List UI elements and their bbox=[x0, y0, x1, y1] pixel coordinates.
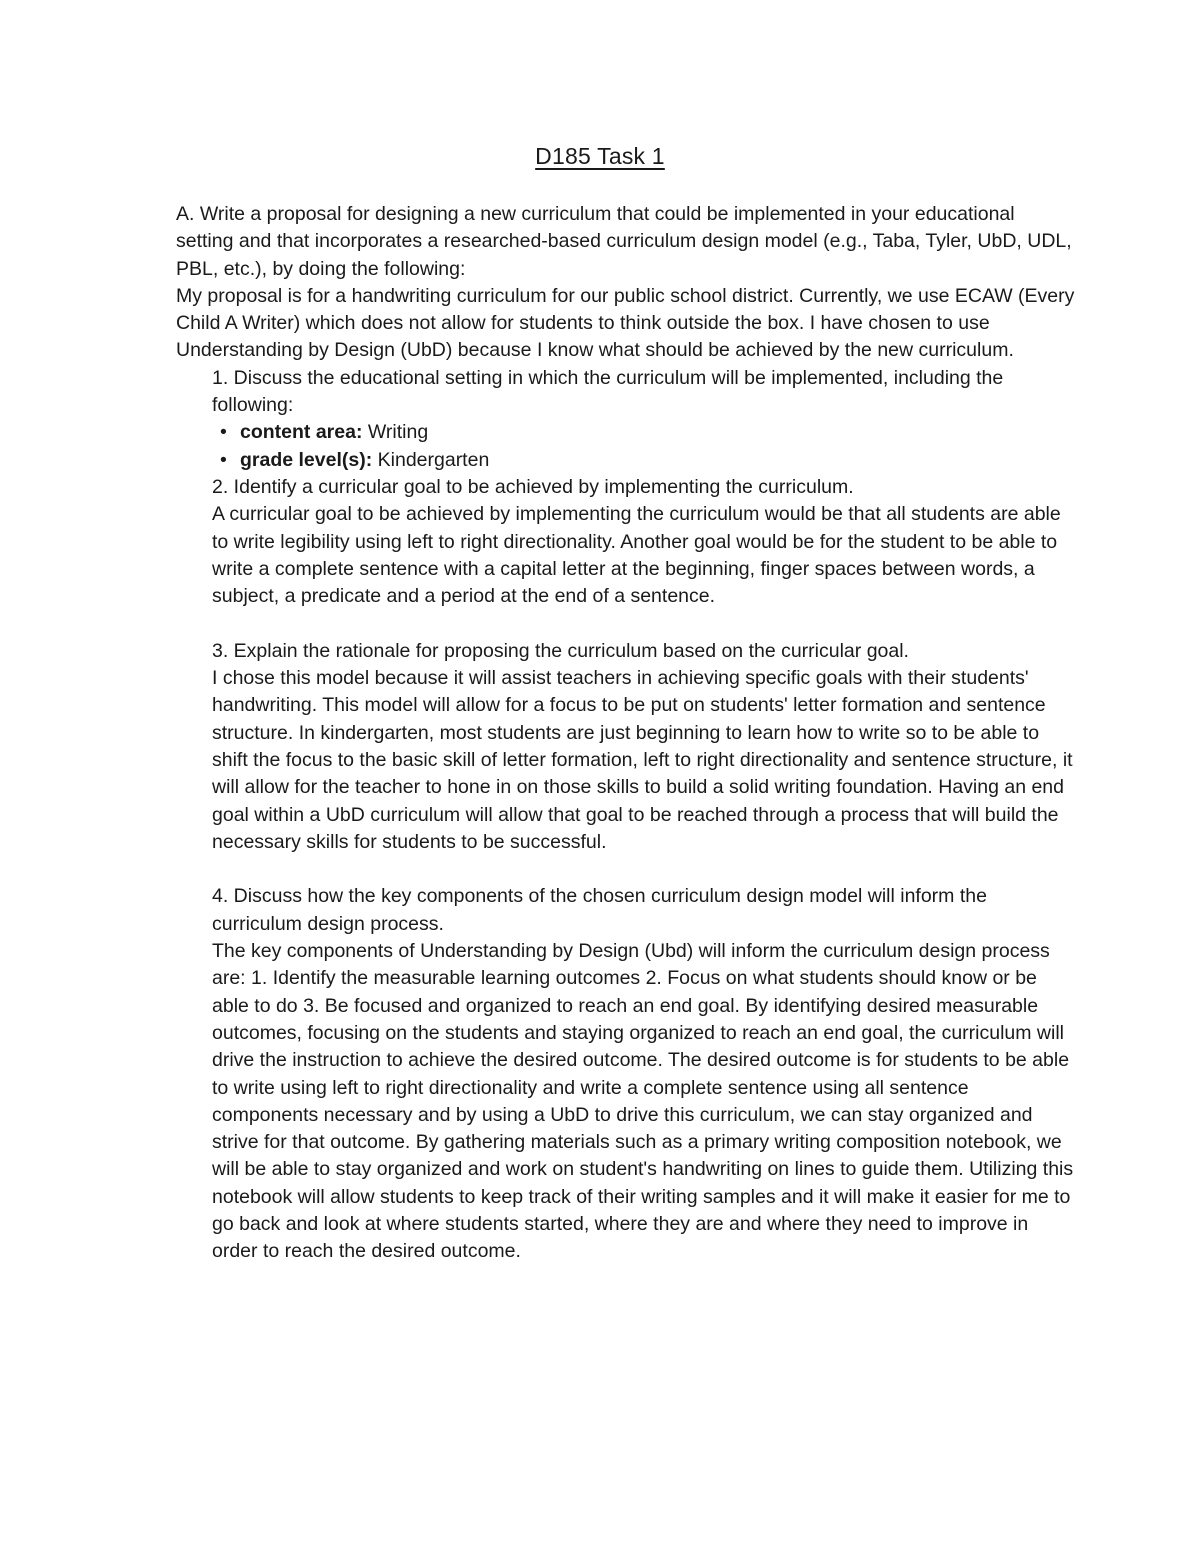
item-4-prompt: 4. Discuss how the key components of the chosen curriculum design model will inform the curriculum design process. bbox=[212, 885, 987, 935]
paragraph-gap bbox=[176, 856, 1076, 883]
bullet-label: grade level(s): bbox=[240, 448, 373, 471]
section-a-prompt: A. Write a proposal for designing a new curriculum that could be implemented in your educational setting and that incorporates a researched-based curriculum design model (e.g., Taba, Tyler, UbD, UDL, PBL, etc.), by doing the following: bbox=[176, 203, 1072, 280]
item-2-prompt: 2. Identify a curricular goal to be achieved by implementing the curriculum. bbox=[212, 475, 854, 498]
bullet-value: Writing bbox=[362, 421, 429, 444]
item-1-bullet-list bbox=[176, 419, 1076, 474]
bullet-value: Kindergarten bbox=[372, 448, 490, 471]
item-2-answer: A curricular goal to be achieved by implementing the curriculum would be that all students are able to write legibility using left to right directionality. Another goal would be for the student to be able to write a complete sentence with a capital letter at the beginning, finger spaces between words, a subject, a predicate and a period at the end of a sentence. bbox=[212, 503, 1061, 608]
document-body bbox=[176, 201, 1076, 1266]
bullet-icon: • bbox=[220, 421, 227, 444]
item-1-prompt: 1. Discuss the educational setting in which the curriculum will be implemented, including the following: bbox=[212, 366, 1004, 417]
item-3-prompt: 3. Explain the rationale for proposing the curriculum based on the curricular goal. bbox=[212, 639, 909, 662]
item-4-answer: The key components of Understanding by Design (Ubd) will inform the curriculum design process are: 1. Identify the measurable learning outcomes 2. Focus on what students should know or be able to do 3. Be focused and organized to reach an end goal. By identifying desired measurable outcomes, focusing on the students and staying organized to reach an end goal, the curriculum will drive the instruction to achieve the desired outcome. The desired outcome is for students to be able to write using left to right directionality and write a complete sentence using all sentence components necessary and by using a UbD to drive this curriculum, we can stay organized and strive for that outcome. By gathering materials such as a primary writing composition notebook, we will be able to stay organized and work on student's handwriting on lines to guide them. Utilizing this notebook will allow students to keep track of their writing samples and it will make it easier for me to go back and look at where students started, where they are and where they need to improve in order to reach the desired outcome. bbox=[212, 940, 1074, 1263]
bullet-content-area bbox=[220, 419, 1076, 446]
paragraph-gap bbox=[176, 610, 1076, 637]
bullet-icon: • bbox=[220, 448, 227, 471]
page-title: D185 Task 1 bbox=[535, 143, 665, 169]
section-a-answer: My proposal is for a handwriting curriculum for our public school district. Currently, we use ECAW (Every Child A Writer) which does not allow for students to think outside the box. I have chosen to use Understanding by Design (UbD) because I know what should be achieved by the new curriculum. bbox=[176, 284, 1075, 362]
item-3-answer: I chose this model because it will assist teachers in achieving specific goals with their students' handwriting. This model will allow for a focus to be put on students' letter formation and sentence structure. In kindergarten, most students are just beginning to learn how to write so to be able to shift the focus to the basic skill of letter formation, left to right directionality and sentence structure, it will allow for the teacher to hone in on those skills to build a solid writing foundation. Having an end goal within a UbD curriculum will allow that goal to be reached through a process that will build the necessary skills for students to be successful. bbox=[212, 667, 1073, 853]
bullet-grade-level bbox=[220, 447, 1076, 474]
bullet-label: content area: bbox=[240, 421, 363, 444]
